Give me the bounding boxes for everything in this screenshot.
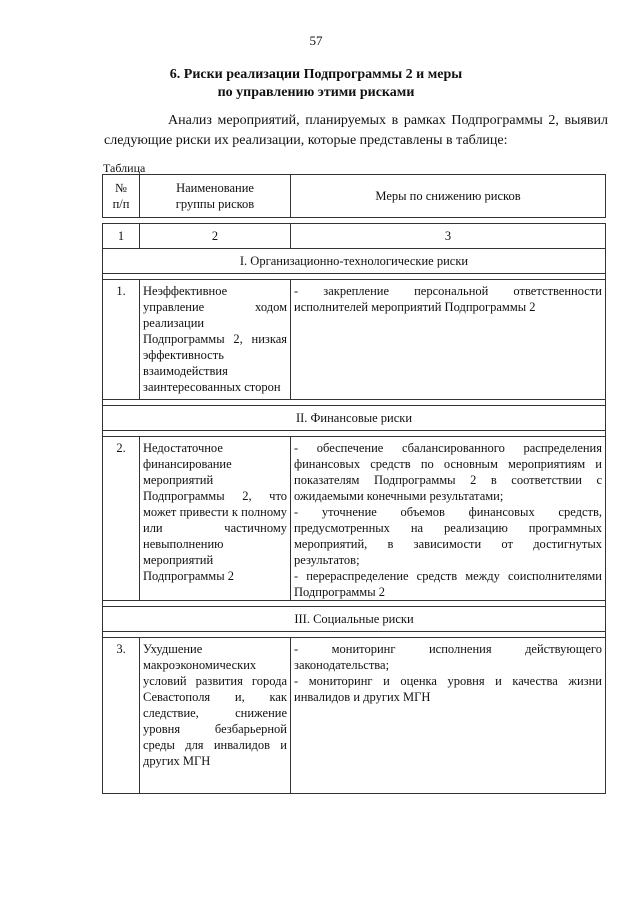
heading-line-1: 6. Риски реализации Подпрограммы 2 и меры [169, 67, 463, 82]
table-row [103, 280, 606, 400]
risk-measures: - закрепление персональной ответственности исполнителей мероприятий Подпрограммы 2 [291, 280, 606, 400]
row-number: 3. [103, 638, 140, 794]
section-title: III. Социальные риски [103, 607, 606, 632]
risk-description: Неэффективное управление ходом реализации Подпрограммы 2, низкая эффективность взаимодействия заинтересованных сторон [140, 280, 291, 400]
section-title: II. Финансовые риски [103, 406, 606, 431]
risk-description: Недостаточное финансирование мероприятий Подпрограммы 2, что может привести к полному или частичному невыполнению мероприятий Подпрограммы 2 [140, 437, 291, 601]
row-number: 2. [103, 437, 140, 601]
table-row [103, 437, 606, 601]
row-number: 1. [103, 280, 140, 400]
page-number: 57 [309, 33, 323, 48]
header-measures: Меры по снижению рисков [291, 175, 606, 218]
risks-table [102, 174, 606, 794]
header-number: № п/п [103, 175, 140, 218]
column-numbers-row [103, 224, 606, 249]
column-number: 3 [291, 224, 606, 249]
risk-measures: - мониторинг исполнения действующего законодательства; - мониторинг и оценка уровня и качества жизни инвалидов и других МГН [291, 638, 606, 794]
risk-measures: - обеспечение сбалансированного распределения финансовых средств по основным мероприятиям и показателям Подпрограммы 2 в соответствии с ожидаемыми конечными результатами; - уточнение объемов финансовых средств, предусмотренных на реализацию программных мероприятий, в зависимости от достигнутых результатов; - перераспределение средств между соисполнителями Подпрограммы 2 [291, 437, 606, 601]
table-row [103, 638, 606, 794]
section-title-row [103, 406, 606, 431]
section-title-row [103, 607, 606, 632]
intro-paragraph: Анализ мероприятий, планируемых в рамках Подпрограммы 2, выявил следующие риски их реализации, которые представлены в таблице: [104, 113, 608, 148]
heading-line-2: по управлению этими рисками [217, 85, 415, 100]
section-title-row [103, 249, 606, 274]
column-number: 2 [140, 224, 291, 249]
table-header-row [103, 175, 606, 218]
section-title: I. Организационно-технологические риски [103, 249, 606, 274]
header-risk-group: Наименование группы рисков [140, 175, 291, 218]
table-label: Таблица [103, 161, 146, 175]
column-number: 1 [103, 224, 140, 249]
risk-description: Ухудшение макроэкономических условий развития города Севастополя и, как следствие, снижение уровня безбарьерной среды для инвалидов и других МГН [140, 638, 291, 794]
section-heading [0, 66, 632, 102]
